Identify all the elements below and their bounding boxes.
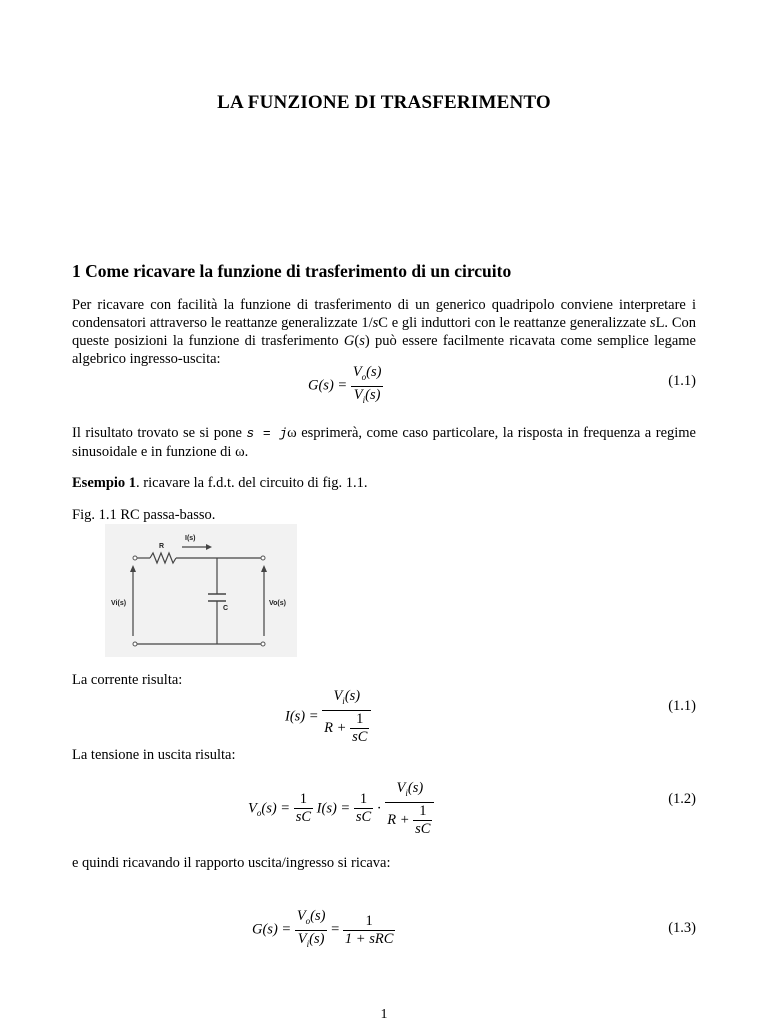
intro-symbol: s <box>372 315 379 331</box>
fraction-denominator: $V_i(s)$ <box>353 386 381 405</box>
fraction-numerator: $V_o(s)$ <box>351 364 384 387</box>
terminal <box>261 556 265 560</box>
denominator-r: R + <box>387 811 410 828</box>
nested-fraction <box>350 711 369 746</box>
intro-text: ( <box>354 333 360 349</box>
fraction-denominator: sC <box>295 809 312 826</box>
intro-symbol: s <box>359 333 365 349</box>
intro-text: C e gli induttori con le reattanze generalizzate <box>378 315 650 331</box>
intro-symbol: G <box>343 333 355 349</box>
section-heading <box>72 261 511 282</box>
intro-symbol: s <box>649 315 656 331</box>
nested-denominator: sC <box>415 820 431 837</box>
terminal <box>133 642 137 646</box>
current-label: I(s) <box>185 535 196 542</box>
equation-current <box>285 688 371 746</box>
equation-lhs: G(s) = <box>308 377 348 394</box>
equation-number: (1.1) <box>668 698 696 714</box>
fraction-denominator: $V_i(s)$ <box>297 930 325 949</box>
equation-fraction <box>322 688 371 746</box>
page-title: LA FUNZIONE DI TRASFERIMENTO <box>217 92 551 113</box>
equation-transfer-function <box>252 908 395 953</box>
omega-symbol: ω <box>235 444 245 460</box>
example-text: . ricavare la f.d.t. del circuito di fig. 1.1. <box>136 475 368 491</box>
equation-fraction <box>354 791 373 826</box>
current-arrowhead <box>206 544 212 550</box>
equation-fraction <box>385 780 434 838</box>
intro-paragraph <box>72 296 696 368</box>
fraction-denominator: sC <box>355 809 372 826</box>
fraction-numerator: $V_i(s)$ <box>322 688 371 711</box>
vi-label: Vi(s) <box>111 600 127 607</box>
resistor-symbol <box>150 553 176 563</box>
example-label: Esempio 1 <box>72 475 137 491</box>
result-text: Il risultato trovato se si pone <box>72 425 247 441</box>
figure-caption: Fig. 1.1 RC passa-basso. <box>72 507 216 523</box>
nested-denominator: sC <box>352 728 368 745</box>
fraction-numerator: 1 <box>354 791 373 809</box>
vi-arrowhead <box>130 565 136 572</box>
equals-sign: = <box>331 921 340 938</box>
result-paragraph <box>72 424 696 461</box>
resistor-label: R <box>159 543 165 550</box>
equation-gs <box>308 364 383 409</box>
equation-fraction <box>295 908 328 953</box>
nested-fraction <box>413 803 432 838</box>
equation-number: (1.3) <box>668 920 696 936</box>
equation-output-voltage: $V_o(s)$ = $\frac{1}{sC}$ I(s) = $\frac{1}{sC}$ · $V_i(s)$ R + $\frac{1}{sC}$ <box>248 780 434 838</box>
result-text: . <box>244 444 249 460</box>
denominator-r: R + <box>324 719 347 736</box>
equation-fraction <box>294 791 313 826</box>
equation-number: (1.1) <box>668 373 696 389</box>
section-number: 1 <box>72 261 81 281</box>
fraction-denominator <box>385 803 434 838</box>
equation-lhs: I(s) = <box>285 708 319 725</box>
intro-text: ) può essere facilmente ricavata come semplice legame algebrico ingresso-uscita: <box>72 333 696 367</box>
equation-lhs: G(s) = <box>252 921 292 938</box>
equation-middle: I(s) = <box>316 800 351 817</box>
section-heading-text: Come ricavare la funzione di trasferimento di un circuito <box>85 261 512 281</box>
fraction-numerator: $V_i(s)$ <box>385 780 434 803</box>
nested-numerator: 1 <box>350 711 369 729</box>
vo-arrowhead <box>261 565 267 572</box>
rc-circuit-figure <box>105 524 297 657</box>
voltage-text: La tensione in uscita risulta: <box>72 747 236 763</box>
vo-label: Vo(s) <box>269 600 286 607</box>
ratio-text: e quindi ricavando il rapporto uscita/ingresso si ricava: <box>72 855 391 871</box>
equation-fraction <box>351 364 384 409</box>
result-expression: s = j <box>246 426 288 441</box>
current-text: La corrente risulta: <box>72 672 183 688</box>
page-number: 1 <box>380 1007 388 1022</box>
equation-fraction <box>343 913 395 948</box>
fraction-numerator: 1 <box>343 913 395 931</box>
terminal <box>133 556 137 560</box>
equation-lhs: V <box>248 800 257 817</box>
fraction-denominator: 1 + sRC <box>344 930 394 947</box>
intro-text: Per ricavare con facilità la funzione di trasferimento di un generico quadripolo conviene interpretare i condensatori attraverso le reattanze generalizzate 1/ <box>72 297 696 331</box>
omega-symbol: ω <box>287 425 297 441</box>
intro-text: L. Con queste posizioni la funzione di trasferimento <box>72 315 696 349</box>
equation-number: (1.2) <box>668 791 696 807</box>
fraction-numerator: 1 <box>294 791 313 809</box>
example-paragraph <box>72 474 696 492</box>
result-text: esprimerà, come caso particolare, la risposta in frequenza a regime sinusoidale e in funzione di <box>72 425 696 460</box>
fraction-denominator <box>322 711 371 746</box>
nested-numerator: 1 <box>413 803 432 821</box>
multiply-dot: · <box>376 800 382 817</box>
fraction-numerator: $V_o(s)$ <box>295 908 328 931</box>
terminal <box>261 642 265 646</box>
circuit-diagram <box>105 524 297 657</box>
capacitor-label: C <box>223 605 229 612</box>
